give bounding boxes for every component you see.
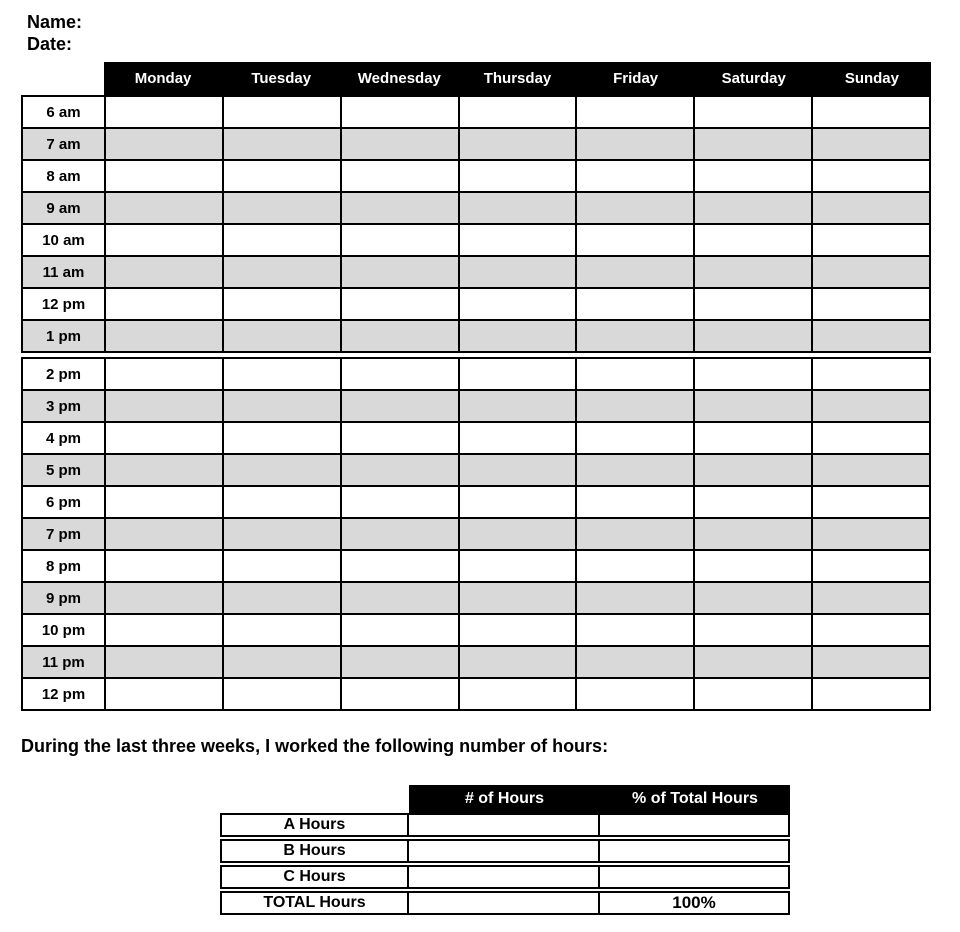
schedule-cell[interactable] — [223, 96, 341, 128]
schedule-row — [22, 486, 930, 518]
schedule-row — [22, 128, 930, 160]
schedule-cell[interactable] — [694, 390, 812, 422]
time-label: 12 pm — [22, 288, 105, 320]
summary-col-header-hours: # of Hours — [464, 790, 545, 807]
schedule-cell[interactable] — [812, 646, 930, 678]
schedule-cell[interactable] — [459, 646, 577, 678]
schedule-cell[interactable] — [459, 358, 577, 390]
schedule-cell[interactable] — [223, 358, 341, 390]
schedule-cell[interactable] — [105, 454, 223, 486]
schedule-cell[interactable] — [459, 224, 577, 256]
time-label: 6 pm — [22, 486, 105, 518]
schedule-cell[interactable] — [105, 390, 223, 422]
schedule-cell[interactable] — [105, 224, 223, 256]
summary-row-label: A Hours — [220, 813, 409, 837]
time-label: 11 am — [22, 256, 105, 288]
schedule-cell[interactable] — [223, 486, 341, 518]
schedule-cell[interactable] — [223, 422, 341, 454]
schedule-cell[interactable] — [105, 128, 223, 160]
schedule-cell[interactable] — [341, 256, 459, 288]
schedule-cell[interactable] — [223, 288, 341, 320]
summary-hours-cell[interactable] — [407, 865, 600, 889]
summary-hours-cell[interactable] — [407, 839, 600, 863]
schedule-cell[interactable] — [341, 550, 459, 582]
schedule-cell[interactable] — [223, 128, 341, 160]
schedule-cell[interactable] — [576, 550, 694, 582]
schedule-table-morning — [21, 95, 931, 353]
schedule-row — [22, 320, 930, 352]
schedule-cell[interactable] — [576, 160, 694, 192]
schedule-cell[interactable] — [341, 160, 459, 192]
time-label: 2 pm — [22, 358, 105, 390]
schedule-cell[interactable] — [341, 486, 459, 518]
summary-intro-text: During the last three weeks, I worked the following number of hours: — [21, 736, 609, 756]
schedule-section-1 — [22, 358, 930, 710]
schedule-cell[interactable] — [694, 160, 812, 192]
schedule-cell[interactable] — [105, 550, 223, 582]
schedule-cell[interactable] — [459, 550, 577, 582]
schedule-cell[interactable] — [576, 422, 694, 454]
schedule-cell[interactable] — [812, 422, 930, 454]
schedule-cell[interactable] — [812, 288, 930, 320]
schedule-cell[interactable] — [223, 614, 341, 646]
schedule-row — [22, 224, 930, 256]
schedule-cell[interactable] — [341, 582, 459, 614]
schedule-cell[interactable] — [341, 646, 459, 678]
top-labels — [27, 11, 82, 55]
time-label: 1 pm — [22, 320, 105, 352]
schedule-cell[interactable] — [223, 518, 341, 550]
schedule-row — [22, 518, 930, 550]
schedule-cell[interactable] — [459, 288, 577, 320]
day-header-friday: Friday — [613, 70, 659, 87]
summary-header-row — [220, 785, 792, 813]
schedule-cell[interactable] — [694, 96, 812, 128]
schedule-row — [22, 160, 930, 192]
schedule-cell[interactable] — [694, 550, 812, 582]
schedule-cell[interactable] — [694, 128, 812, 160]
summary-percent-cell[interactable] — [598, 813, 790, 837]
schedule-cell[interactable] — [694, 646, 812, 678]
schedule-cell[interactable] — [341, 678, 459, 710]
schedule-cell[interactable] — [459, 320, 577, 352]
schedule-cell[interactable] — [576, 614, 694, 646]
schedule-cell[interactable] — [576, 288, 694, 320]
summary-row — [220, 839, 792, 863]
schedule-cell[interactable] — [812, 582, 930, 614]
summary-hours-cell[interactable] — [407, 813, 600, 837]
schedule-cell[interactable] — [459, 582, 577, 614]
schedule-cell[interactable] — [341, 614, 459, 646]
day-header-saturday: Saturday — [721, 70, 786, 87]
day-header-row — [21, 62, 931, 95]
schedule-row — [22, 614, 930, 646]
schedule-cell[interactable] — [812, 390, 930, 422]
schedule-cell[interactable] — [694, 288, 812, 320]
schedule-cell[interactable] — [812, 256, 930, 288]
schedule-row — [22, 550, 930, 582]
summary-header-band — [409, 785, 790, 813]
schedule-cell[interactable] — [459, 678, 577, 710]
schedule-cell[interactable] — [223, 320, 341, 352]
schedule-cell[interactable] — [223, 256, 341, 288]
summary-row — [220, 865, 792, 889]
schedule-row — [22, 192, 930, 224]
schedule-cell[interactable] — [105, 678, 223, 710]
time-label: 10 am — [22, 224, 105, 256]
schedule-cell[interactable] — [105, 358, 223, 390]
day-header-monday: Monday — [134, 70, 192, 87]
schedule-cell[interactable] — [223, 160, 341, 192]
schedule-cell[interactable] — [105, 96, 223, 128]
summary-header-spacer — [220, 785, 409, 813]
name-label[interactable]: Name: — [27, 12, 83, 32]
schedule-cell[interactable] — [812, 128, 930, 160]
time-label: 4 pm — [22, 422, 105, 454]
schedule-cell[interactable] — [694, 224, 812, 256]
time-label: 8 am — [22, 160, 105, 192]
schedule-cell[interactable] — [576, 518, 694, 550]
summary-percent-cell[interactable] — [598, 839, 790, 863]
day-header-thursday: Thursday — [483, 70, 552, 87]
schedule-section-0 — [22, 96, 930, 352]
schedule-cell[interactable] — [341, 518, 459, 550]
schedule-cell[interactable] — [105, 614, 223, 646]
schedule-table-afternoon — [21, 357, 931, 711]
schedule-row — [22, 646, 930, 678]
schedule-cell[interactable] — [694, 256, 812, 288]
summary-row-label: TOTAL Hours — [220, 891, 409, 915]
schedule-cell[interactable] — [341, 224, 459, 256]
schedule-cell[interactable] — [223, 224, 341, 256]
schedule-cell[interactable] — [105, 422, 223, 454]
summary-row-label: C Hours — [220, 865, 409, 889]
schedule-cell[interactable] — [812, 192, 930, 224]
day-header-sunday: Sunday — [844, 70, 899, 87]
day-header-tuesday: Tuesday — [251, 70, 312, 87]
date-label[interactable]: Date: — [27, 34, 73, 54]
corner-spacer — [21, 62, 104, 95]
schedule-cell[interactable] — [576, 128, 694, 160]
day-header-band — [104, 62, 931, 95]
summary-rows — [220, 813, 792, 915]
time-label: 10 pm — [22, 614, 105, 646]
time-label: 3 pm — [22, 390, 105, 422]
schedule-cell[interactable] — [223, 550, 341, 582]
schedule-cell[interactable] — [812, 160, 930, 192]
time-label: 7 am — [22, 128, 105, 160]
schedule-cell[interactable] — [812, 518, 930, 550]
schedule-cell[interactable] — [576, 320, 694, 352]
schedule-cell[interactable] — [341, 422, 459, 454]
summary-row-label: B Hours — [220, 839, 409, 863]
schedule-cell[interactable] — [223, 582, 341, 614]
schedule-cell[interactable] — [341, 390, 459, 422]
time-label: 8 pm — [22, 550, 105, 582]
schedule-cell[interactable] — [694, 614, 812, 646]
schedule-cell[interactable] — [223, 192, 341, 224]
schedule-cell[interactable] — [341, 358, 459, 390]
schedule-cell[interactable] — [694, 422, 812, 454]
schedule-cell[interactable] — [576, 678, 694, 710]
schedule-cell[interactable] — [812, 550, 930, 582]
weekly-schedule-grid — [21, 62, 931, 711]
schedule-cell[interactable] — [223, 646, 341, 678]
schedule-cell[interactable] — [341, 288, 459, 320]
schedule-cell[interactable] — [694, 582, 812, 614]
schedule-cell[interactable] — [459, 486, 577, 518]
schedule-cell[interactable] — [223, 454, 341, 486]
summary-row — [220, 891, 792, 915]
hours-summary-table — [220, 785, 792, 915]
schedule-cell[interactable] — [576, 224, 694, 256]
schedule-cell[interactable] — [105, 646, 223, 678]
schedule-cell[interactable] — [694, 358, 812, 390]
schedule-cell[interactable] — [105, 256, 223, 288]
day-header-wednesday: Wednesday — [357, 70, 441, 87]
schedule-cell[interactable] — [459, 422, 577, 454]
schedule-cell[interactable] — [341, 96, 459, 128]
schedule-cell[interactable] — [341, 320, 459, 352]
schedule-cell[interactable] — [812, 486, 930, 518]
schedule-cell[interactable] — [341, 128, 459, 160]
schedule-row — [22, 96, 930, 128]
schedule-cell[interactable] — [223, 678, 341, 710]
schedule-row — [22, 422, 930, 454]
summary-percent-cell[interactable] — [598, 865, 790, 889]
schedule-cell[interactable] — [576, 358, 694, 390]
schedule-cell[interactable] — [105, 160, 223, 192]
schedule-cell[interactable] — [341, 454, 459, 486]
schedule-cell[interactable] — [576, 486, 694, 518]
summary-col-header-percent: % of Total Hours — [632, 790, 758, 807]
schedule-cell[interactable] — [105, 288, 223, 320]
schedule-cell[interactable] — [576, 646, 694, 678]
schedule-cell[interactable] — [105, 320, 223, 352]
schedule-row — [22, 390, 930, 422]
time-label: 9 pm — [22, 582, 105, 614]
schedule-cell[interactable] — [576, 256, 694, 288]
time-label: 11 pm — [22, 646, 105, 678]
schedule-cell[interactable] — [576, 390, 694, 422]
schedule-cell[interactable] — [812, 614, 930, 646]
schedule-cell[interactable] — [223, 390, 341, 422]
schedule-cell[interactable] — [576, 192, 694, 224]
schedule-cell[interactable] — [105, 582, 223, 614]
summary-row — [220, 813, 792, 837]
schedule-cell[interactable] — [694, 518, 812, 550]
summary-hours-cell[interactable] — [407, 891, 600, 915]
schedule-cell[interactable] — [812, 96, 930, 128]
time-label: 12 pm — [22, 678, 105, 710]
schedule-cell[interactable] — [459, 518, 577, 550]
schedule-cell[interactable] — [459, 96, 577, 128]
schedule-row — [22, 256, 930, 288]
schedule-cell[interactable] — [459, 256, 577, 288]
schedule-cell[interactable] — [459, 390, 577, 422]
schedule-row — [22, 678, 930, 710]
schedule-cell[interactable] — [812, 678, 930, 710]
schedule-cell[interactable] — [459, 454, 577, 486]
time-label: 7 pm — [22, 518, 105, 550]
time-label: 6 am — [22, 96, 105, 128]
schedule-cell[interactable] — [576, 454, 694, 486]
schedule-cell[interactable] — [105, 192, 223, 224]
schedule-cell[interactable] — [812, 224, 930, 256]
time-label: 9 am — [22, 192, 105, 224]
schedule-cell[interactable] — [459, 614, 577, 646]
schedule-cell[interactable] — [694, 320, 812, 352]
schedule-cell[interactable] — [694, 192, 812, 224]
summary-percent-cell[interactable]: 100% — [598, 891, 790, 915]
schedule-cell[interactable] — [105, 486, 223, 518]
schedule-cell[interactable] — [459, 128, 577, 160]
schedule-cell[interactable] — [341, 192, 459, 224]
schedule-cell[interactable] — [576, 96, 694, 128]
schedule-cell[interactable] — [576, 582, 694, 614]
schedule-row — [22, 358, 930, 390]
schedule-cell[interactable] — [812, 320, 930, 352]
schedule-cell[interactable] — [694, 678, 812, 710]
schedule-cell[interactable] — [812, 454, 930, 486]
schedule-cell[interactable] — [812, 358, 930, 390]
schedule-row — [22, 288, 930, 320]
schedule-cell[interactable] — [694, 486, 812, 518]
schedule-cell[interactable] — [459, 192, 577, 224]
schedule-cell[interactable] — [105, 518, 223, 550]
time-label: 5 pm — [22, 454, 105, 486]
schedule-row — [22, 582, 930, 614]
schedule-cell[interactable] — [459, 160, 577, 192]
schedule-cell[interactable] — [694, 454, 812, 486]
schedule-row — [22, 454, 930, 486]
